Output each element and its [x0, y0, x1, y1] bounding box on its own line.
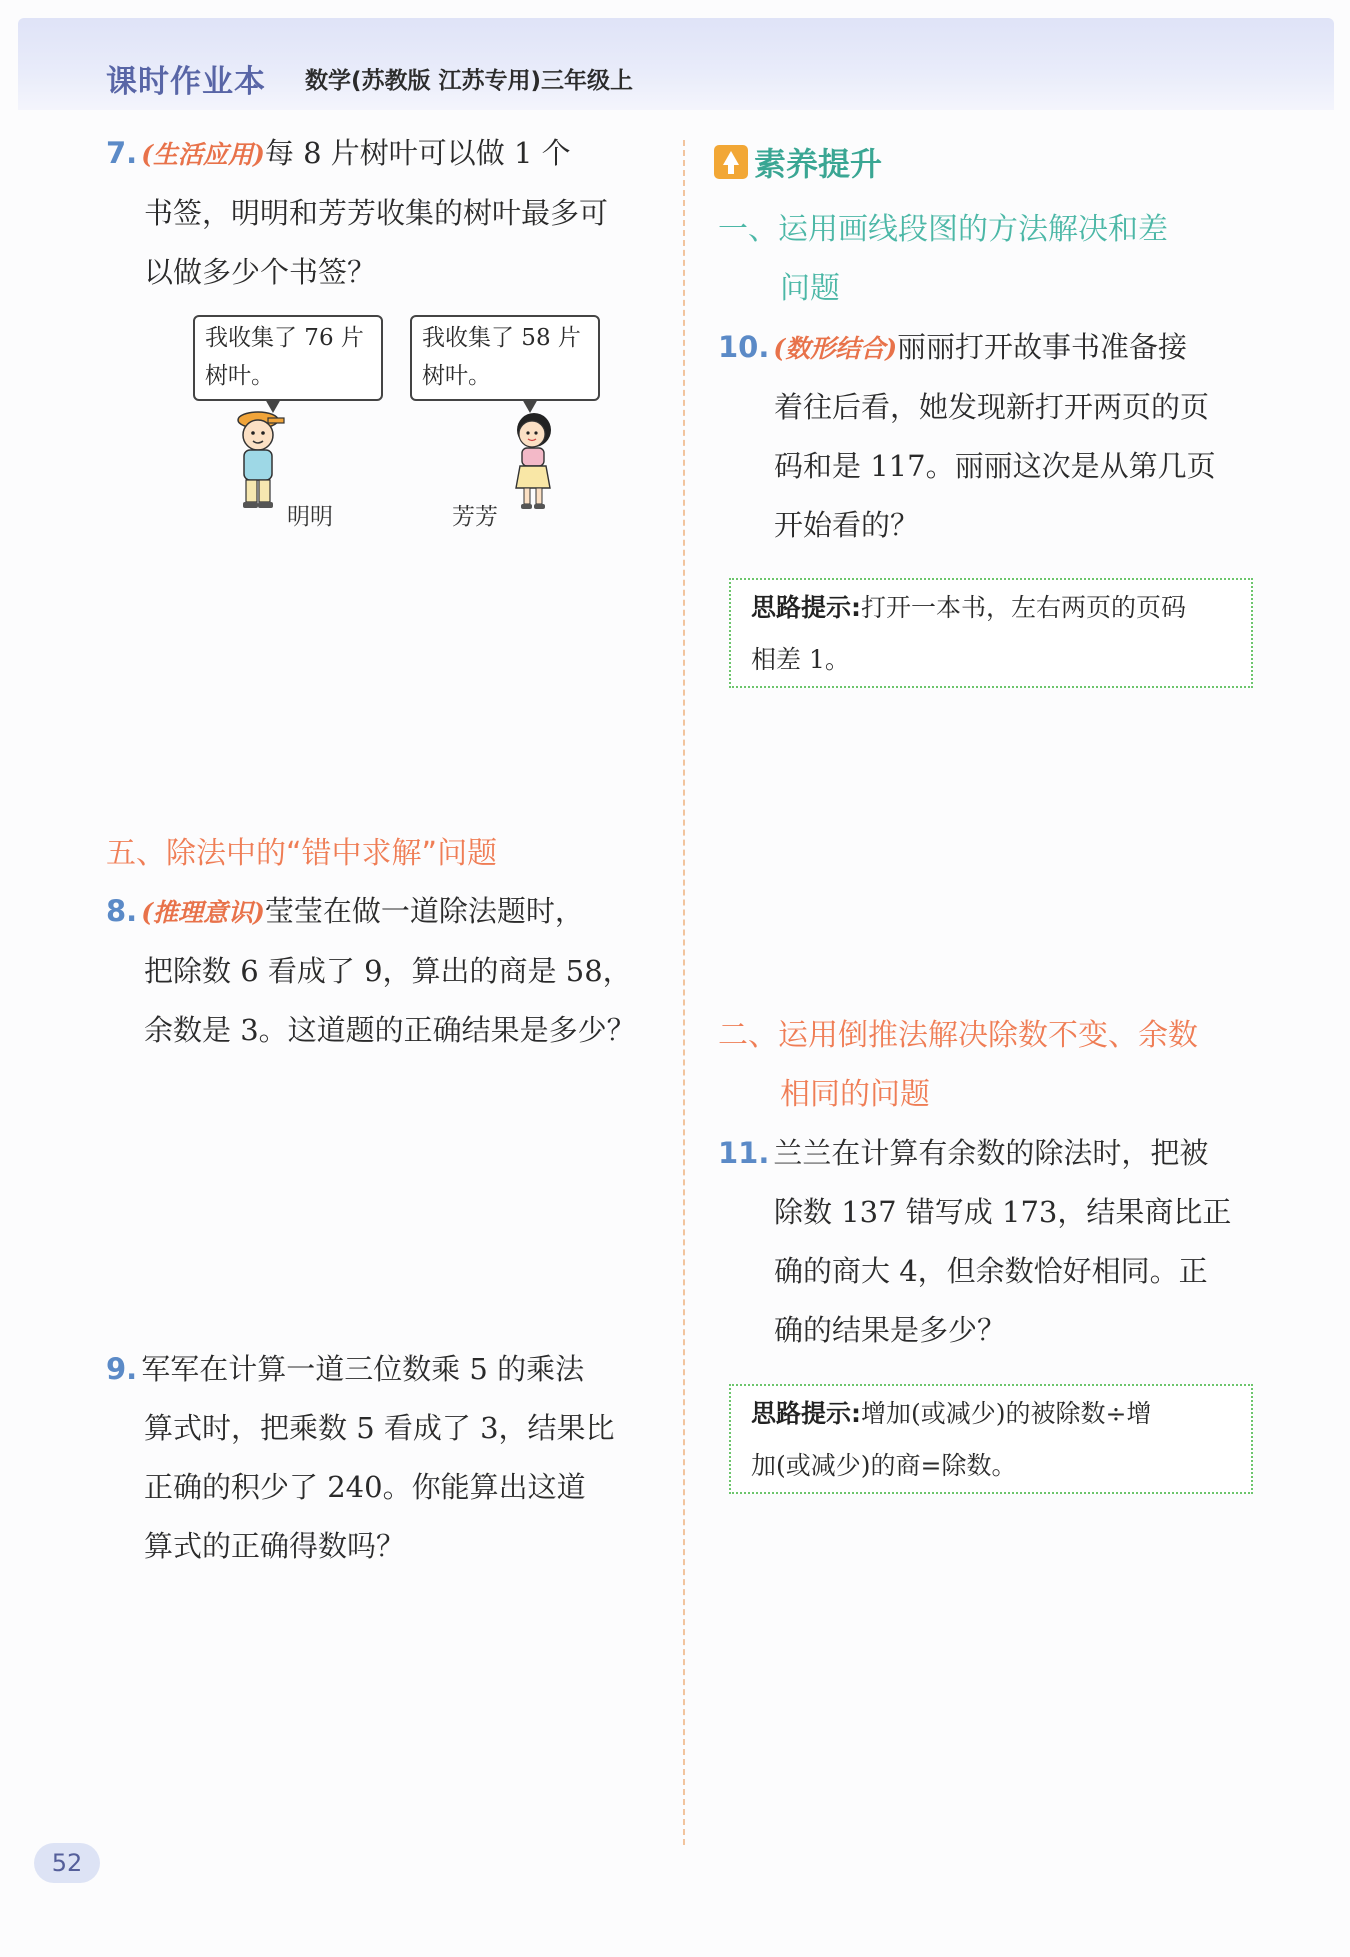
question-10-text-4: 开始看的？ — [774, 508, 920, 542]
question-8 — [106, 882, 636, 1060]
label-fangfang: 芳芳 — [452, 504, 498, 530]
bubble-fangfang-line-2: 树叶。 — [422, 363, 491, 389]
question-10 — [718, 318, 1216, 555]
hint-box-1 — [729, 578, 1253, 688]
question-8-text-3: 余数是 3。这道题的正确结果是多少？ — [144, 1013, 636, 1047]
question-9-text-2: 算式时，把乘数 5 看成了 3，结果比 — [144, 1411, 615, 1445]
section-2-line-2: 相同的问题 — [780, 1077, 930, 1112]
hint-box-2 — [729, 1384, 1253, 1494]
hint-1-line-1 — [751, 582, 1231, 634]
bubble-mingming-line-1: 我收集了 76 片 — [205, 325, 364, 351]
question-7-line-1 — [106, 124, 608, 184]
boost-header — [714, 140, 882, 184]
question-9-text-1: 军军在计算一道三位数乘 5 的乘法 — [141, 1352, 585, 1386]
question-8-number: 8. — [106, 894, 138, 928]
question-10-line-1 — [718, 318, 1216, 378]
section-1-heading — [718, 200, 1168, 318]
section-5-heading: 五、除法中的“错中求解”问题 — [106, 836, 498, 871]
question-10-text-1: 丽丽打开故事书准备接 — [897, 330, 1188, 364]
question-8-text-1: 莹莹在做一道除法题时， — [264, 894, 584, 928]
hint-1-text-2: 相差 1。 — [751, 645, 850, 674]
question-7-text-1: 每 8 片树叶可以做 1 个 — [264, 136, 571, 170]
question-9-text-4: 算式的正确得数吗？ — [144, 1529, 406, 1563]
bubble-fangfang-line-1: 我收集了 58 片 — [422, 325, 581, 351]
column-divider — [683, 140, 685, 1845]
label-mingming: 明明 — [287, 504, 333, 530]
question-8-tag: (推理意识) — [141, 898, 265, 927]
question-9-line-1 — [106, 1340, 615, 1399]
page-number: 52 — [34, 1843, 100, 1883]
question-10-tag: (数形结合) — [773, 334, 898, 363]
book-subtitle: 数学(苏教版 江苏专用)三年级上 — [305, 68, 634, 94]
hint-2-text-1: 增加(或减少)的被除数÷增 — [861, 1399, 1152, 1428]
question-10-text-2: 着往后看，她发现新打开两页的页 — [774, 390, 1210, 424]
bubble-mingming-line-2: 树叶。 — [205, 363, 274, 389]
question-7-number: 7. — [106, 136, 138, 170]
boy-figure — [228, 408, 288, 514]
question-7-text-3: 以做多少个书签？ — [144, 255, 377, 289]
question-7-tag: (生活应用) — [141, 140, 265, 169]
question-11-number: 11. — [718, 1136, 770, 1170]
section-2-heading — [718, 1006, 1198, 1124]
question-11-text-2: 除数 137 错写成 173，结果商比正 — [774, 1195, 1232, 1229]
question-9-text-3: 正确的积少了 240。你能算出这道 — [144, 1470, 586, 1504]
hint-2-label: 思路提示: — [751, 1399, 861, 1428]
section-2-line-1: 二、运用倒推法解决除数不变、余数 — [718, 1018, 1198, 1053]
question-11-text-4: 确的结果是多少？ — [774, 1313, 1007, 1347]
question-10-number: 10. — [718, 330, 770, 364]
hint-2-text-2: 加(或减少)的商=除数。 — [751, 1451, 1017, 1480]
question-7-text-2: 书签，明明和芳芳收集的树叶最多可 — [144, 196, 609, 230]
question-11 — [718, 1124, 1231, 1360]
section-1-line-2: 问题 — [780, 271, 840, 306]
question-9-number: 9. — [106, 1352, 138, 1386]
question-11-text-1: 兰兰在计算有余数的除法时，把被 — [773, 1136, 1209, 1170]
hint-1-label: 思路提示: — [751, 593, 861, 622]
boost-title: 素养提升 — [754, 145, 883, 183]
speech-bubble-mingming — [193, 315, 383, 401]
book-title: 课时作业本 — [106, 64, 266, 100]
hint-1-text-1: 打开一本书，左右两页的页码 — [861, 593, 1187, 622]
boost-icon — [714, 145, 748, 179]
question-9 — [106, 1340, 615, 1576]
hint-2-line-1 — [751, 1388, 1231, 1440]
speech-bubble-fangfang — [410, 315, 600, 401]
girl-figure — [506, 410, 562, 514]
question-11-line-1 — [718, 1124, 1231, 1183]
question-10-text-3: 码和是 117。丽丽这次是从第几页 — [774, 449, 1216, 483]
section-1-line-1: 一、运用画线段图的方法解决和差 — [718, 212, 1168, 247]
question-8-line-1 — [106, 882, 636, 942]
question-11-text-3: 确的商大 4，但余数恰好相同。正 — [774, 1254, 1208, 1288]
question-7 — [106, 124, 608, 302]
question-8-text-2: 把除数 6 看成了 9，算出的商是 58， — [144, 954, 632, 988]
